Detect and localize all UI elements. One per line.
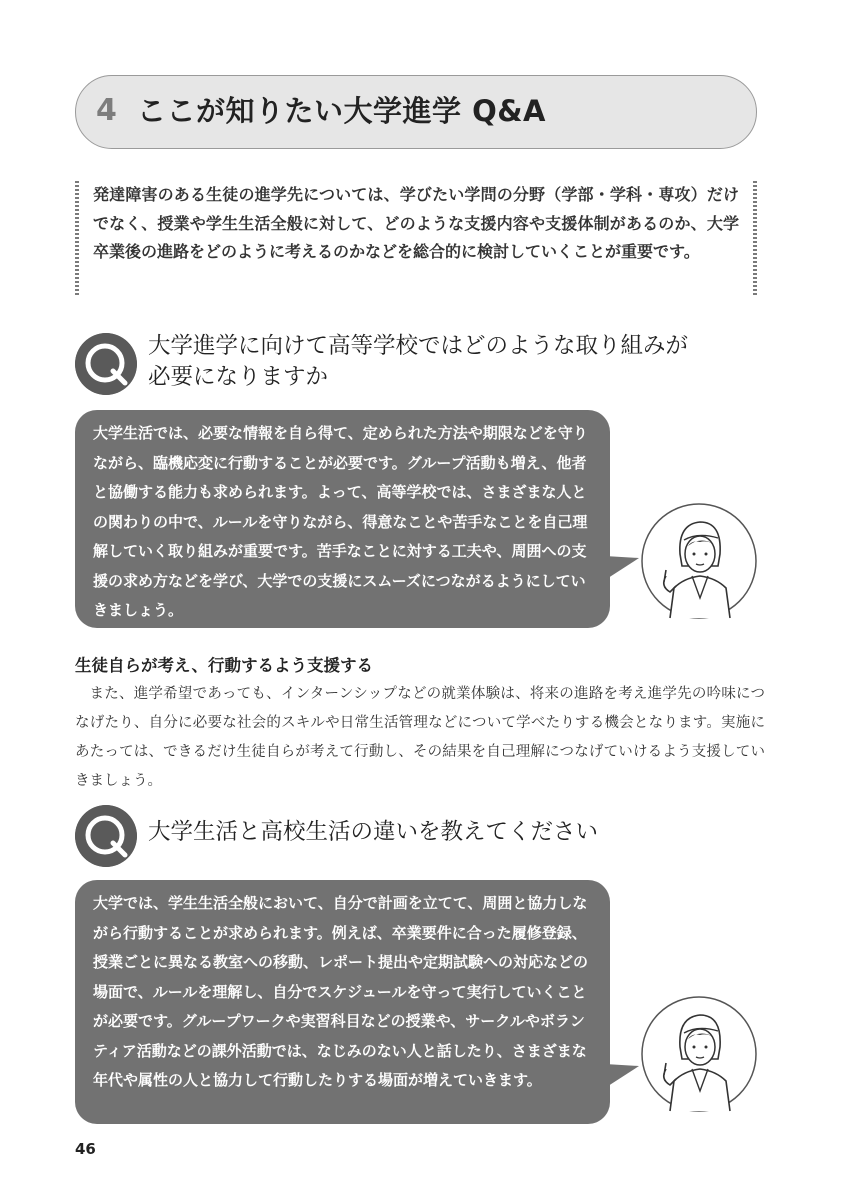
answer-2-bubble (75, 880, 610, 1124)
question-2-line-1: 大学生活と高校生活の違いを教えてください (148, 819, 599, 845)
answer-1-text: 大学生活では、必要な情報を自ら得て、定められた方法や期限などを守りながら、臨機応変に行動することが必要です。グループ活動も増え、他者と協働する能力も求められます。よって、高等学校では、さまざまな人との関わりの中で、ルールを守りながら、得意なことや苦手なことを自己理解していく取り組みが重要です。苦手なことに対する工夫や、周囲への支援の求め方などを学び、大学での支援にスムーズにつながるようにしていきましょう。 (93, 424, 588, 619)
section-heading: 生徒自らが考え、行動するよう支援する (75, 656, 373, 675)
chapter-number: 4 (96, 93, 117, 128)
teacher-avatar-icon (640, 502, 758, 620)
answer-1-bubble-tail (605, 552, 639, 582)
question-1-line-1: 大学進学に向けて高等学校ではどのような取り組みが (148, 333, 689, 359)
chapter-title: ここが知りたい大学進学 Q&A (137, 94, 546, 128)
question-icon (75, 333, 137, 395)
intro-left-rule (75, 181, 79, 296)
answer-1-bubble (75, 410, 610, 628)
intro-text: 発達障害のある生徒の進学先については、学びたい学問の分野（学部・学科・専攻）だけでなく、授業や学生生活全般に対して、どのような支援内容や支援体制があるのか、大学卒業後の進路をどのように考えるのかなどを総合的に検討していくことが重要です。 (93, 185, 739, 261)
teacher-avatar-icon (640, 995, 758, 1113)
intro-right-rule (753, 181, 757, 296)
question-1-line-2: 必要になりますか (148, 364, 329, 390)
answer-2-bubble-tail (605, 1060, 639, 1090)
section-body: また、進学希望であっても、インターンシップなどの就業体験は、将来の進路を考え進学先の吟味につなげたり、自分に必要な社会的スキルや日常生活管理などについて学べたりする機会となります。実施にあたっては、できるだけ生徒自らが考えて行動し、その結果を自己理解につなげていけるよう支援していきましょう。 (75, 686, 765, 789)
question-icon (75, 805, 137, 867)
intro-box (75, 181, 757, 296)
answer-2-text: 大学では、学生生活全般において、自分で計画を立てて、周囲と協力しながら行動することが求められます。例えば、卒業要件に合った履修登録、授業ごとに異なる教室への移動、レポート提出や定期試験への対応などの場面で、ルールを理解し、自分でスケジュールを守って実行していくことが必要です。グループワークや実習科目などの授業や、サークルやボランティア活動などの課外活動では、なじみのない人と話したり、さまざまな年代や属性の人と協力して行動したりする場面が増えていきます。 (93, 894, 589, 1089)
page-number: 46 (75, 1140, 96, 1158)
